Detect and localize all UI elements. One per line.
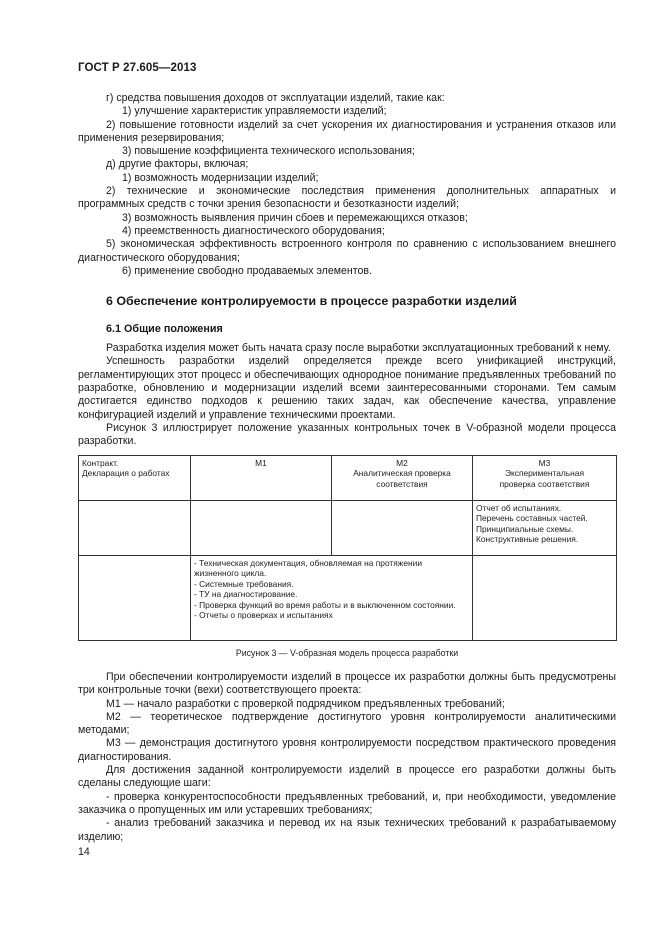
m3-items-cell <box>473 501 617 556</box>
checkpoint-paragraphs <box>78 671 616 844</box>
paragraph: М1 — начало разработки с проверкой подрядчиком предъявленных требований; <box>106 697 505 710</box>
list-item: 2) повышение готовности изделий за счет ускорения их диагностирования и устранения отказов или применения резервирования; <box>78 118 616 144</box>
list-item: 1) улучшение характеристик управляемости изделий; <box>122 105 387 118</box>
m1-items-text: - Техническая документация, обновляемая на протяжении жизненного цикла. - Системные требования. - ТУ на диагностирование. - Проверка функций во время работы и в выключенном состоянии. - Отчеты о проверках и испытаниях <box>194 558 456 621</box>
figure-caption: Рисунок 3 — V-образная модель процесса разработки <box>235 648 459 658</box>
m1-header-cell <box>191 456 332 501</box>
m3-items-text: Отчет об испытаниях. Перечень составных частей. Принципиальные схемы. Конструктивные решения. <box>476 503 588 545</box>
list-item: 6) применение свободно продаваемых элементов. <box>122 264 372 277</box>
section-title: 6 Обеспечение контролируемости в процессе разработки изделий <box>106 294 517 309</box>
m3-header-text: М3 Экспериментальная проверка соответствия <box>499 458 590 489</box>
paragraph: - анализ требований заказчика и перевод их на язык технических требований к разрабатываемому изделию; <box>78 817 616 843</box>
paragraph: М2 — теоретическое подтверждение достигнутого уровня контролируемости аналитическими методами; <box>78 710 616 737</box>
list-item: г) средства повышения доходов от эксплуатации изделий, такие как: <box>106 92 445 104</box>
m2-header-cell <box>332 456 473 501</box>
paragraph: Успешность разработки изделий определяется прежде всего унификацией инструкций, регламентирующих этот процесс и обеспечивающих однородное понимание предъявленных требований по разработке, обновлению и модернизации изделий всеми заинтересованными сторонами. Тем самым достигается единство подходов к решению таких задач, как обеспечение качества, управление конфигурацией изделий и управление техническими проектами. <box>78 355 616 421</box>
paragraph: - проверка конкурентоспособности предъявленных требований, и, при необходимости, уведомление заказчика о пропущенных им или устаревших требованиях; <box>78 790 616 816</box>
list-item: 3) повышение коэффициента технического использования; <box>122 145 415 158</box>
list-item: д) другие факторы, включая; <box>106 158 249 171</box>
paragraph: Для достижения заданной контролируемости изделий в процессе его разработки должны быть сделаны следующие шаги: <box>78 764 616 790</box>
v-model-table <box>78 455 617 641</box>
list-item: 4) преемственность диагностического оборудования; <box>122 224 385 237</box>
empty-cell <box>79 556 191 641</box>
empty-cell <box>191 501 332 556</box>
body-text-bottom <box>78 671 616 844</box>
m1-items-cell <box>191 556 473 641</box>
contract-header-cell <box>79 456 191 501</box>
m3-header-cell <box>473 456 617 501</box>
table-middle-row <box>79 501 617 556</box>
paragraph: Рисунок 3 иллюстрирует положение указанных контрольных точек в V-образной модели процесса разработки. <box>78 421 616 448</box>
m1-header-text: М1 <box>255 458 267 468</box>
factors-list <box>78 92 616 278</box>
document-code-header: ГОСТ Р 27.605—2013 <box>78 62 197 74</box>
m2-header-text: М2 Аналитическая проверка соответствия <box>353 458 451 489</box>
list-item: 5) экономическая эффективность встроенного контроля по сравнению с использованием внешнего диагностического оборудования; <box>78 238 616 264</box>
empty-cell <box>79 501 191 556</box>
body-text-top <box>78 92 616 449</box>
paragraph: М3 — демонстрация достигнутого уровня контролируемости посредством практического проведения диагностирования. <box>78 737 616 763</box>
list-item: 2) технические и экономические последствия применения дополнительных аппаратных и программных средств с точки зрения безопасности и безотказности изделий; <box>78 185 616 211</box>
subsection-title: 6.1 Общие положения <box>106 323 223 336</box>
paragraph: Разработка изделия может быть начата сразу после выработки эксплуатационных требований к нему. <box>106 342 611 355</box>
empty-cell <box>332 501 473 556</box>
section-6-1-paragraphs <box>78 342 616 448</box>
list-item: 1) возможность модернизации изделий; <box>122 171 319 184</box>
page-number: 14 <box>78 846 90 858</box>
paragraph: При обеспечении контролируемости изделий в процессе их разработки должны быть предусмотрены три контрольные точки (вехи) соответствующего проекта: <box>78 671 616 697</box>
figure-3-table <box>78 455 616 635</box>
empty-cell <box>473 556 617 641</box>
table-header-row <box>79 456 617 501</box>
list-item: 3) возможность выявления причин сбоев и перемежающихся отказов; <box>122 211 468 224</box>
table-bottom-row <box>79 556 617 641</box>
contract-header-text: Контракт. Декларация о работах <box>82 458 170 479</box>
